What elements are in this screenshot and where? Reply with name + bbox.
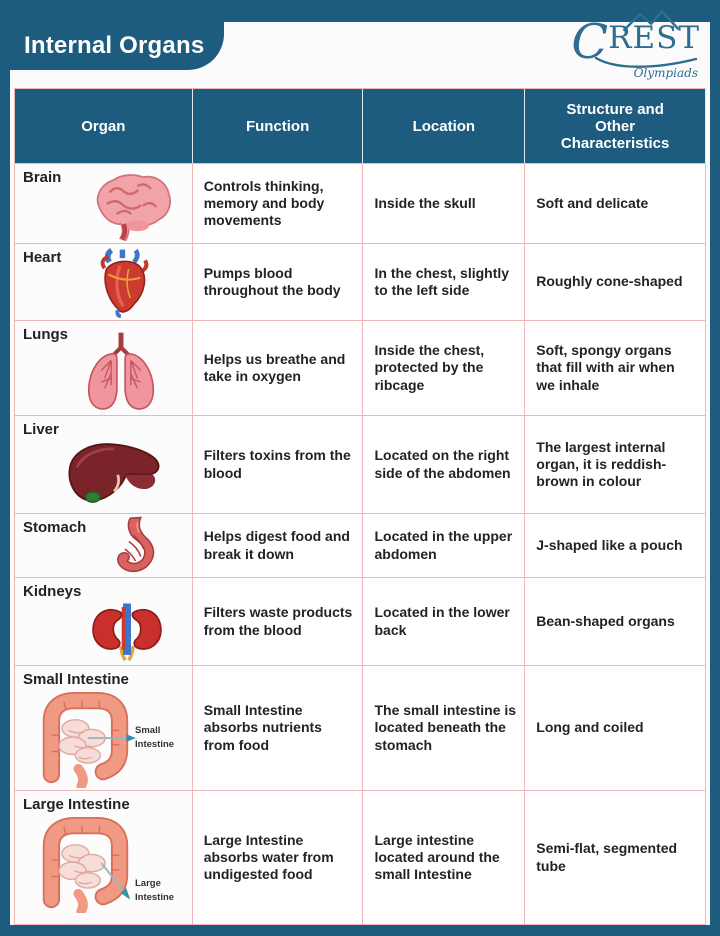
location-cell: Located in the upper abdomen bbox=[363, 514, 525, 578]
organ-name: Liver bbox=[23, 421, 59, 438]
location-cell: Inside the chest, protected by the ribcage bbox=[363, 321, 525, 416]
structure-cell: Soft and delicate bbox=[525, 164, 706, 244]
organ-cell-large-intestine bbox=[15, 791, 193, 925]
structure-cell: The largest internal organ, it is reddish-brown in colour bbox=[525, 416, 706, 514]
logo-c: C bbox=[571, 14, 609, 70]
table-row bbox=[15, 244, 706, 321]
structure-cell: Long and coiled bbox=[525, 666, 706, 791]
table-row bbox=[15, 578, 706, 666]
structure-cell: Bean-shaped organs bbox=[525, 578, 706, 666]
organ-cell-small-intestine bbox=[15, 666, 193, 791]
column-header-function: Function bbox=[193, 89, 364, 164]
table-row bbox=[15, 164, 706, 244]
organ-name: Heart bbox=[23, 249, 62, 266]
location-cell: Large intestine located around the small Intestine bbox=[363, 791, 525, 925]
crest-logo bbox=[554, 8, 704, 80]
logo-tagline: Olympiads bbox=[633, 66, 698, 80]
organ-cell-kidneys bbox=[15, 578, 193, 666]
page-title: Internal Organs bbox=[24, 32, 205, 59]
image-annotation-label: Small Intestine bbox=[135, 725, 175, 751]
organ-cell-heart bbox=[15, 244, 193, 321]
kidneys-icon bbox=[81, 600, 173, 662]
function-cell: Helps us breathe and take in oxygen bbox=[193, 321, 364, 416]
table-row bbox=[15, 666, 706, 791]
brain-icon bbox=[81, 170, 183, 242]
heart-icon bbox=[95, 248, 153, 318]
liver-icon bbox=[61, 436, 169, 510]
small-intestine-icon bbox=[31, 692, 139, 788]
location-cell: Inside the skull bbox=[363, 164, 525, 244]
logo-rest: REST bbox=[608, 20, 700, 56]
column-header-structure: Structure and Other Characteristics bbox=[525, 89, 706, 164]
function-cell: Helps digest food and break it down bbox=[193, 514, 364, 578]
table-row bbox=[15, 514, 706, 578]
function-cell: Filters waste products from the blood bbox=[193, 578, 364, 666]
organ-cell-brain bbox=[15, 164, 193, 244]
structure-cell: Soft, spongy organs that fill with air when we inhale bbox=[525, 321, 706, 416]
table-header-row bbox=[15, 89, 706, 164]
organ-name: Kidneys bbox=[23, 583, 82, 600]
image-annotation-label: Large Intestine bbox=[135, 878, 175, 904]
organ-cell-stomach bbox=[15, 514, 193, 578]
large-intestine-icon bbox=[31, 817, 139, 913]
lungs-icon bbox=[73, 331, 169, 413]
column-header-location: Location bbox=[363, 89, 525, 164]
organ-cell-lungs bbox=[15, 321, 193, 416]
location-cell: Located in the lower back bbox=[363, 578, 525, 666]
function-cell: Large Intestine absorbs water from undigested food bbox=[193, 791, 364, 925]
organ-cell-liver bbox=[15, 416, 193, 514]
function-cell: Controls thinking, memory and body movements bbox=[193, 164, 364, 244]
table-row bbox=[15, 321, 706, 416]
function-cell: Filters toxins from the blood bbox=[193, 416, 364, 514]
organs-table bbox=[14, 88, 706, 925]
structure-cell: Semi-flat, segmented tube bbox=[525, 791, 706, 925]
function-cell: Small Intestine absorbs nutrients from food bbox=[193, 666, 364, 791]
location-cell: In the chest, slightly to the left side bbox=[363, 244, 525, 321]
table-row bbox=[15, 416, 706, 514]
organ-name: Lungs bbox=[23, 326, 68, 343]
table-row bbox=[15, 791, 706, 925]
organ-name: Large Intestine bbox=[23, 796, 130, 813]
column-header-organ: Organ bbox=[15, 89, 193, 164]
structure-cell: Roughly cone-shaped bbox=[525, 244, 706, 321]
title-banner bbox=[10, 22, 224, 70]
organ-name: Small Intestine bbox=[23, 671, 129, 688]
location-cell: Located on the right side of the abdomen bbox=[363, 416, 525, 514]
location-cell: The small intestine is located beneath the stomach bbox=[363, 666, 525, 791]
function-cell: Pumps blood throughout the body bbox=[193, 244, 364, 321]
stomach-icon bbox=[107, 516, 167, 576]
structure-cell: J-shaped like a pouch bbox=[525, 514, 706, 578]
organ-name: Stomach bbox=[23, 519, 87, 536]
organ-name: Brain bbox=[23, 169, 62, 186]
